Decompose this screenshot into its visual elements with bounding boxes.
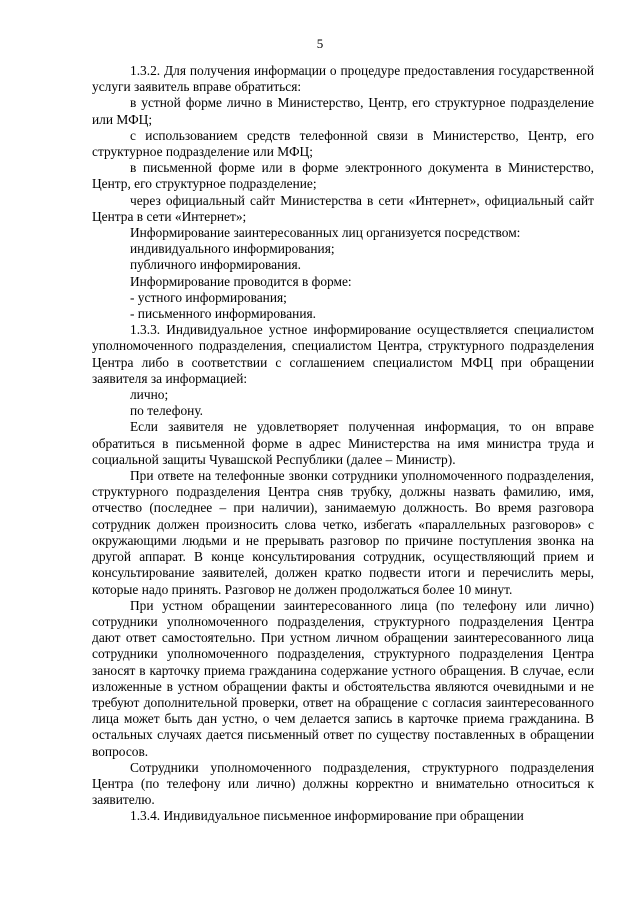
paragraph-phone: с использованием средств телефонной связи в Министерство, Центр, его структурное подразделение или МФЦ; (92, 127, 594, 160)
paragraph-1-3-4: 1.3.4. Индивидуальное письменное информирование при обращении (130, 808, 524, 824)
paragraph-informing-form: Информирование проводится в форме: (130, 273, 352, 289)
paragraph-website: через официальный сайт Министерства в сети «Интернет», официальный сайт Центра в сети «Интернет»; (92, 192, 594, 224)
paragraph-unsatisfied-applicant: Если заявителя не удовлетворяет полученная информация, то он вправе обратиться в письменной форме в адрес Министерства на имя министра труда и социальной защиты Чувашской Республики (далее – Министр). (92, 419, 594, 467)
list-item-in-person: лично; (130, 387, 169, 403)
paragraph-oral-appeal: При устном обращении заинтересованного лица (по телефону или лично) сотрудники уполномоченного подразделения, структурного подразделения Центра дают ответ самостоятельно. При устном личном обращении заинтересованного лица сотрудники уполномоченного подразделения, структурного подразделения Центра заносят в карточку приема гражданина содержание устного обращения. В случае, если изложенные в устном обращении факты и обстоятельства являются очевидными и не требуют дополнительной проверки, ответ на обращение с согласия заинтересованного лица может быть дан устно, о чем делается запись в карточке приема гражданина. В остальных случаях дается письменный ответ по существу поставленных в обращении вопросов. (92, 597, 594, 759)
list-item-by-phone: по телефону. (130, 403, 204, 419)
paragraph-informing-organized: Информирование заинтересованных лиц организуется посредством: (130, 225, 521, 241)
paragraph-individual-informing: индивидуального информирования; (130, 241, 335, 257)
paragraph-public-informing: публичного информирования. (130, 257, 301, 273)
paragraph-oral-form: в устной форме лично в Министерство, Центр, его структурное подразделение или МФЦ; (92, 95, 594, 127)
paragraph-staff-conduct: Сотрудники уполномоченного подразделения, структурного подразделения Центра (по телефону или лично) должны корректно и внимательно относиться к заявителю. (92, 759, 594, 808)
paragraph-written-form: в письменной форме или в форме электронного документа в Министерство, Центр, его структурное подразделение; (92, 160, 594, 192)
list-item-oral-informing: - устного информирования; (130, 289, 287, 305)
page-number: 5 (316, 36, 324, 51)
list-item-written-informing: - письменного информирования. (130, 306, 316, 322)
document-body (92, 63, 594, 825)
paragraph-phone-calls: При ответе на телефонные звонки сотрудники уполномоченного подразделения, структурного подразделения Центра сняв трубку, должны назвать фамилию, имя, отчество (последнее – при наличии), занимаемую должность. Во время разговора сотрудник должен произносить слова четко, избегать «параллельных разговоров» с окружающими людьми и не прерывать разговор по причине поступления звонка на другой аппарат. В конце консультирования сотрудник, осуществляющий прием и консультирование заявителей, должен кратко подвести итоги и перечислить меры, которые надо принять. Разговор не должен продолжаться более 10 минут. (92, 468, 594, 597)
paragraph-1-3-2: 1.3.2. Для получения информации о процедуре предоставления государственной услуги заявитель вправе обратиться: (92, 63, 594, 95)
paragraph-1-3-3: 1.3.3. Индивидуальное устное информирование осуществляется специалистом уполномоченного подразделения, специалистом Центра, структурного подразделения Центра либо в соответствии с соглашением специалистом МФЦ при обращении заявителя за информацией: (92, 322, 594, 386)
